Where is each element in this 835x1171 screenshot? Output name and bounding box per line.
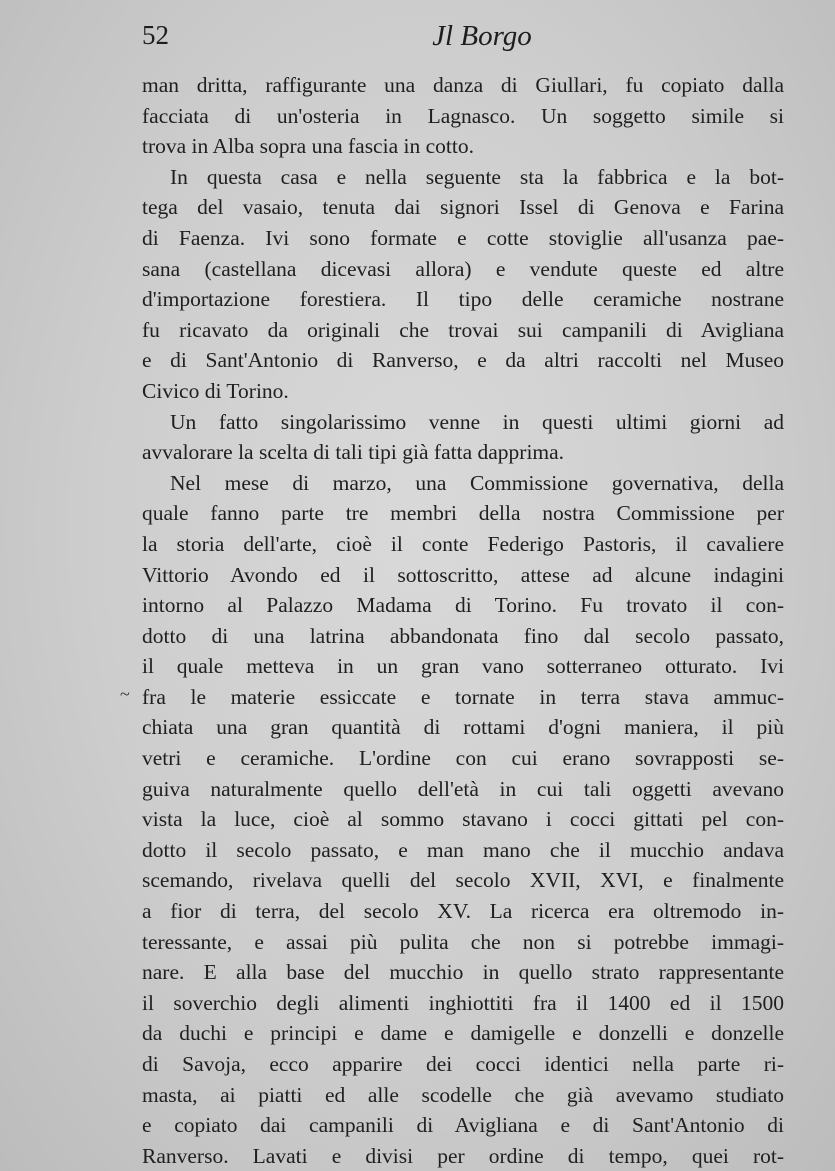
text-line: di Faenza. Ivi sono formate e cotte stoviglie all'usanza pae-: [142, 225, 784, 250]
text-line: vista la luce, cioè al sommo stavano i cocci gittati pel con-: [142, 807, 784, 832]
text-line: d'importazione forestiera. Il tipo delle ceramiche nostrane: [142, 287, 784, 312]
text-line: la storia dell'arte, cioè il conte Federigo Pastoris, il cavaliere: [142, 531, 784, 556]
text-line: Vittorio Avondo ed il sottoscritto, attese ad alcune indagini: [142, 562, 784, 587]
text-line: chiata una gran quantità di rottami d'ogni maniera, il più: [142, 715, 784, 740]
text-line: vetri e ceramiche. L'ordine con cui erano sovrapposti se-: [142, 746, 784, 771]
text-line: dotto il secolo passato, e man mano che il mucchio andava: [142, 837, 784, 862]
page-number: 52: [142, 20, 169, 50]
text-line: trova in Alba sopra una fascia in cotto.: [142, 134, 474, 159]
text-line: il quale metteva in un gran vano sotterraneo otturato. Ivi: [142, 654, 784, 679]
text-line: di Savoja, ecco apparire dei cocci identici nella parte ri-: [142, 1052, 784, 1076]
text-line: facciata di un'osteria in Lagnasco. Un soggetto simile si: [142, 103, 784, 128]
text-line: Civico di Torino.: [142, 378, 289, 403]
text-line: nare. E alla base del mucchio in quello strato rappresentante: [142, 960, 784, 985]
text-line: avvalorare la scelta di tali tipi già fatta dapprima.: [142, 440, 565, 465]
margin-mark: ~: [120, 684, 130, 704]
running-title: Jl Borgo: [432, 20, 532, 52]
text-line: quale fanno parte tre membri della nostra Commissione per: [142, 501, 784, 526]
text-line: e copiato dai campanili di Avigliana e di Sant'Antonio di: [142, 1113, 784, 1138]
text-line: da duchi e principi e dame e damigelle e donzelli e donzelle: [142, 1021, 784, 1046]
text-line: fu ricavato da originali che trovai sui campanili di Avigliana: [142, 317, 784, 342]
text-line: Ranverso. Lavati e divisi per ordine di tempo, quei rot-: [142, 1143, 784, 1168]
text-line: a fior di terra, del secolo XV. La ricerca era oltremodo in-: [142, 899, 784, 924]
text-line: il soverchio degli alimenti inghiottiti fra il 1400 ed il 1500: [142, 990, 784, 1015]
body-text: [142, 70, 784, 1171]
text-line: teressante, e assai più pulita che non si potrebbe immagi-: [142, 929, 784, 954]
text-line: sana (castellana dicevasi allora) e vendute queste ed altre: [142, 256, 784, 281]
text-line: In questa casa e nella seguente sta la fabbrica e la bot-: [170, 164, 784, 189]
text-line: fra le materie essiccate e tornate in terra stava ammuc-: [142, 684, 784, 709]
text-line: man dritta, raffigurante una danza di Giullari, fu copiato dalla: [142, 73, 784, 97]
text-line: Nel mese di marzo, una Commissione governativa, della: [170, 470, 784, 495]
text-line: intorno al Palazzo Madama di Torino. Fu trovato il con-: [142, 593, 784, 618]
text-line: tega del vasaio, tenuta dai signori Issel di Genova e Farina: [142, 195, 784, 220]
text-line: scemando, rivelava quelli del secolo XVII, XVI, e finalmente: [142, 868, 784, 893]
text-line: e di Sant'Antonio di Ranverso, e da altri raccolti nel Museo: [142, 348, 784, 373]
text-line: masta, ai piatti ed alle scodelle che già avevamo studiato: [142, 1082, 784, 1107]
text-line: dotto di una latrina abbandonata fino dal secolo passato,: [142, 623, 784, 648]
page-header: [142, 20, 782, 60]
text-line: guiva naturalmente quello dell'età in cui tali oggetti avevano: [142, 776, 784, 801]
text-line: Un fatto singolarissimo venne in questi ultimi giorni ad: [170, 409, 784, 434]
